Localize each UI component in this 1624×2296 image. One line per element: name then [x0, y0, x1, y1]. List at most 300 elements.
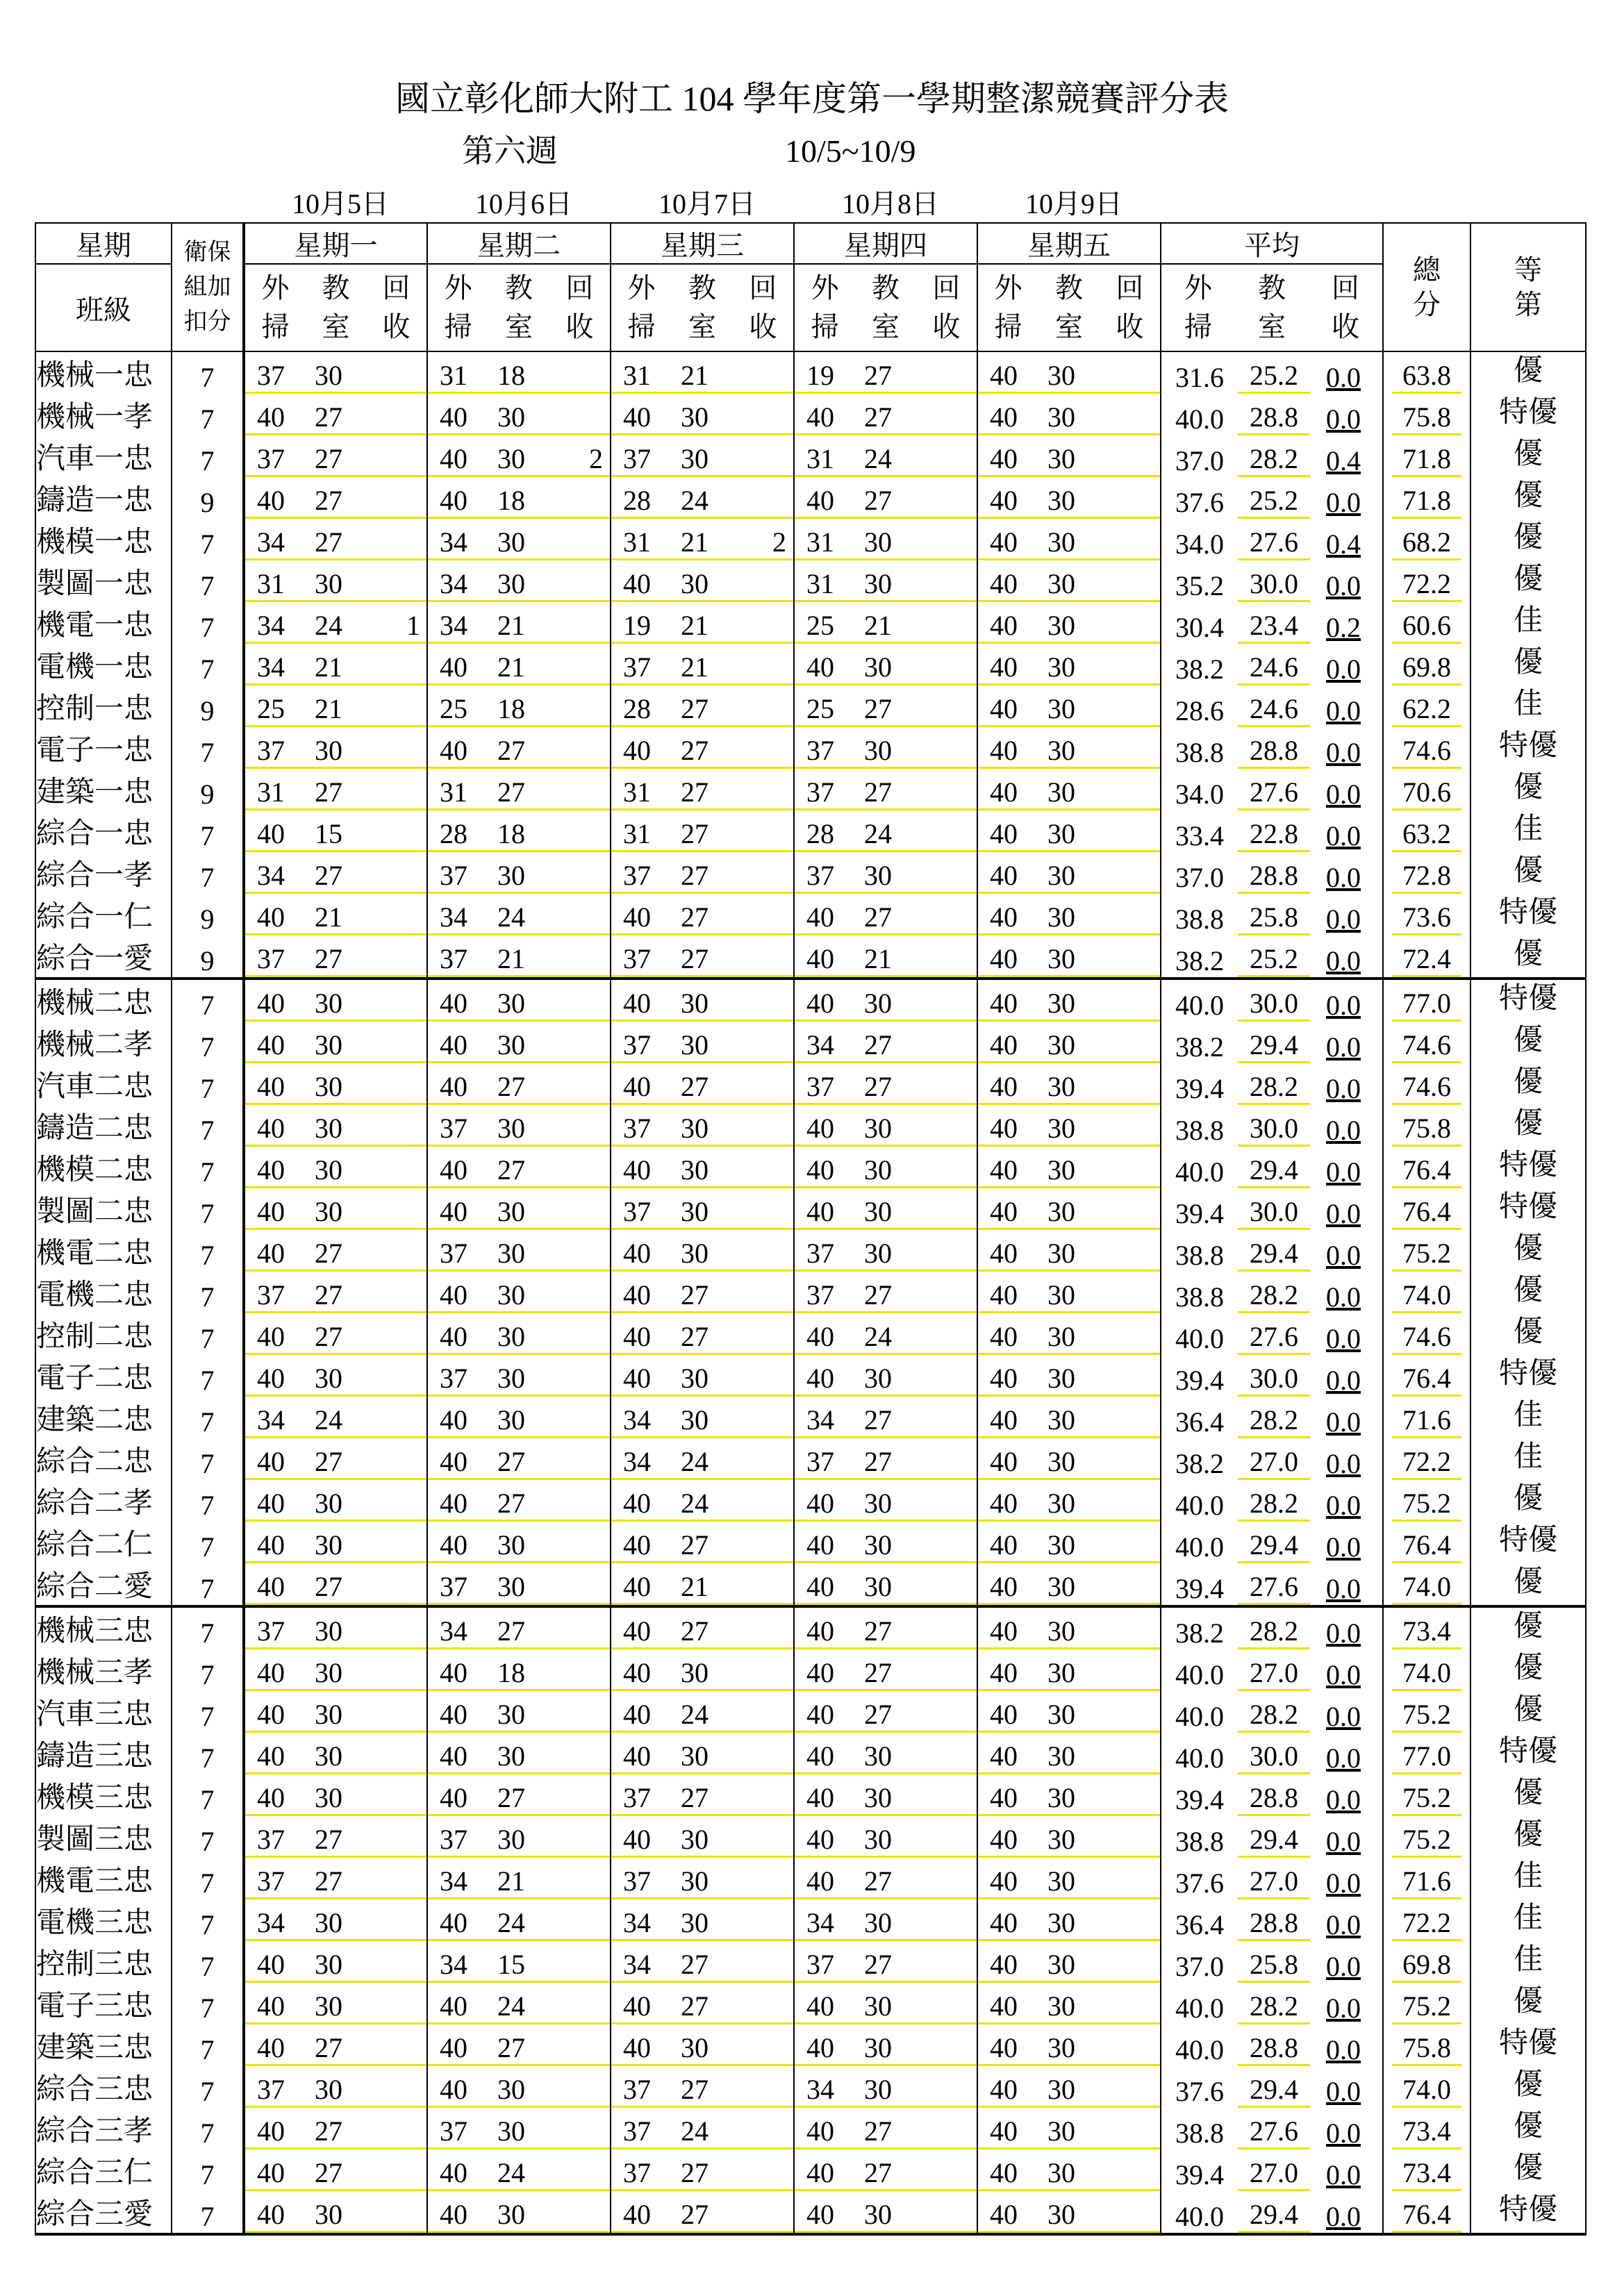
classroom-score: 21: [681, 651, 709, 683]
avg-score: [1161, 394, 1383, 435]
day-score: [427, 1733, 611, 1774]
outdoor-score: 40: [990, 1907, 1018, 1938]
classroom-score: 30: [497, 1363, 525, 1394]
avg-outdoor: 40.0: [1175, 1742, 1224, 1774]
avg-classroom: 30.0: [1238, 567, 1310, 602]
day-score: [427, 1272, 611, 1313]
deduct-score: 7: [172, 1858, 244, 1899]
avg-recycle: 0.0: [1326, 2159, 1361, 2190]
day-score: [977, 769, 1161, 810]
outdoor-score: 40: [806, 1865, 834, 1897]
total-score: 75.2: [1383, 1691, 1470, 1733]
day-score: [427, 1522, 611, 1563]
day-score: [977, 1522, 1161, 1563]
classroom-score: 30: [315, 1949, 342, 1980]
day-score: [794, 1733, 977, 1774]
avg-classroom: 28.2: [1238, 1698, 1310, 1733]
classroom-score: 30: [1047, 2157, 1075, 2188]
day-score: [977, 2066, 1161, 2108]
avg-score: [1161, 810, 1383, 852]
avg-outdoor: 38.2: [1175, 1617, 1224, 1649]
avg-classroom: 28.2: [1238, 1279, 1310, 1313]
day-score: [427, 1147, 611, 1188]
outdoor-score: 34: [623, 1404, 651, 1436]
classroom-score: 30: [315, 1154, 342, 1186]
outdoor-score: 40: [440, 988, 467, 1019]
table-row: [35, 1397, 1586, 1438]
outdoor-score: 40: [990, 988, 1018, 1019]
avg-subheader: 外 掃 教 室 回 收: [1161, 264, 1383, 351]
avg-outdoor: 40.0: [1175, 1323, 1224, 1354]
outdoor-score: 40: [990, 1238, 1018, 1269]
avg-score: [1161, 1438, 1383, 1480]
classroom-score: 27: [864, 901, 892, 933]
avg-score: [1161, 1899, 1383, 1941]
table-row: [35, 602, 1586, 644]
outdoor-score: 37: [623, 1865, 651, 1897]
day-score: [244, 685, 427, 727]
avg-score: [1161, 519, 1383, 560]
day-score: [611, 644, 794, 685]
total-score: 74.0: [1383, 1649, 1470, 1691]
class-name: 汽車一忠: [35, 435, 172, 477]
rank: 優: [1470, 1063, 1586, 1105]
outdoor-score: 28: [806, 818, 834, 849]
class-name: 製圖三忠: [35, 1816, 172, 1858]
rank: 特優: [1470, 2024, 1586, 2066]
classroom-score: 30: [864, 1113, 892, 1144]
day-score: [611, 1691, 794, 1733]
outdoor-score: 37: [440, 2115, 467, 2147]
avg-recycle: 0.0: [1326, 737, 1361, 768]
classroom-score: 27: [864, 1029, 892, 1060]
classroom-score: 27: [681, 1321, 709, 1352]
classroom-score: 30: [315, 1782, 342, 1813]
deduct-score: 7: [172, 1563, 244, 1606]
rank: 優: [1470, 1649, 1586, 1691]
day-score: [611, 602, 794, 644]
outdoor-score: 31: [257, 776, 285, 808]
outdoor-score: 40: [990, 943, 1018, 974]
date-range: 10/5~10/9: [785, 133, 916, 169]
outdoor-score: 37: [806, 1071, 834, 1102]
day-score: [427, 1563, 611, 1606]
day-score: [977, 477, 1161, 519]
day-score: [427, 2108, 611, 2149]
table-row: [35, 727, 1586, 769]
deduct-score: 7: [172, 2149, 244, 2191]
classroom-score: 30: [1047, 1363, 1075, 1394]
rank: 優: [1470, 560, 1586, 602]
classroom-score: 30: [315, 1196, 342, 1227]
total-score: 71.8: [1383, 435, 1470, 477]
table-row: [35, 2191, 1586, 2234]
total-score: 71.6: [1383, 1397, 1470, 1438]
classroom-score: 30: [497, 860, 525, 891]
outdoor-score: 40: [623, 1279, 651, 1311]
table-row: [35, 852, 1586, 894]
rank: 佳: [1470, 1899, 1586, 1941]
classroom-score: 27: [315, 2032, 342, 2063]
table-body: [35, 351, 1586, 2234]
outdoor-score: 40: [806, 1615, 834, 1647]
outdoor-score: 40: [257, 1571, 285, 1602]
outdoor-score: 34: [806, 1404, 834, 1436]
outdoor-score: 40: [257, 1990, 285, 2022]
classroom-score: 30: [681, 1865, 709, 1897]
table-row: [35, 1188, 1586, 1230]
classroom-score: 27: [315, 1824, 342, 1855]
page-title: 國立彰化師大附工 104 學年度第一學期整潔競賽評分表: [395, 79, 1229, 118]
avg-outdoor: 38.2: [1175, 1448, 1224, 1479]
classroom-score: 21: [315, 651, 342, 683]
day-score: [977, 1899, 1161, 1941]
rank: 特優: [1470, 394, 1586, 435]
day-score: [427, 1188, 611, 1230]
classroom-score: 30: [864, 860, 892, 891]
class-name: 綜合一愛: [35, 935, 172, 979]
deduct-score: 9: [172, 935, 244, 979]
avg-classroom: 28.8: [1238, 859, 1310, 894]
table-row: [35, 1858, 1586, 1899]
avg-recycle: 0.4: [1326, 445, 1361, 476]
day-score: [977, 1313, 1161, 1355]
day-score: [794, 2191, 977, 2234]
table-row: [35, 1105, 1586, 1147]
day-score: [244, 560, 427, 602]
outdoor-score: 40: [806, 1740, 834, 1772]
table-row: [35, 1816, 1586, 1858]
avg-recycle: 0.0: [1326, 1909, 1361, 1940]
day-score: [794, 1022, 977, 1063]
rank: 佳: [1470, 1858, 1586, 1899]
avg-recycle: 0.0: [1326, 1617, 1361, 1649]
table-row: [35, 1480, 1586, 1522]
day-score: [244, 1022, 427, 1063]
outdoor-score: 37: [806, 776, 834, 808]
avg-recycle: 0.0: [1326, 570, 1361, 601]
classroom-score: 30: [497, 1196, 525, 1227]
avg-outdoor: 37.6: [1175, 1867, 1224, 1899]
classroom-score: 27: [497, 1782, 525, 1813]
total-score: 75.2: [1383, 1983, 1470, 2024]
classroom-score: 30: [497, 988, 525, 1019]
outdoor-score: 40: [440, 1154, 467, 1186]
avg-score: [1161, 1691, 1383, 1733]
avg-outdoor: 39.4: [1175, 2159, 1224, 2190]
day-score: [427, 1606, 611, 1649]
outdoor-score: 34: [440, 568, 467, 599]
outdoor-score: 40: [806, 1529, 834, 1561]
total-score: 75.8: [1383, 394, 1470, 435]
outdoor-score: 40: [257, 1196, 285, 1227]
day-subheader: 外 掃 教 室 回 收: [244, 264, 427, 351]
classroom-score: 27: [497, 1154, 525, 1186]
classroom-score: 21: [315, 693, 342, 724]
classroom-score: 27: [864, 401, 892, 433]
day-score: [427, 1438, 611, 1480]
outdoor-score: 40: [623, 1488, 651, 1519]
date-row: [0, 182, 1624, 218]
day-score: [611, 435, 794, 477]
classroom-score: 30: [1047, 693, 1075, 724]
classroom-score: 18: [497, 485, 525, 516]
deduct-score: 7: [172, 1816, 244, 1858]
classroom-score: 30: [681, 1113, 709, 1144]
classroom-score: 30: [864, 1571, 892, 1602]
outdoor-score: 37: [623, 1113, 651, 1144]
outdoor-score: 40: [990, 2032, 1018, 2063]
day-score: [794, 1858, 977, 1899]
avg-classroom: 25.2: [1238, 359, 1310, 394]
classroom-score: 30: [681, 1363, 709, 1394]
classroom-score: 30: [864, 526, 892, 558]
outdoor-score: 40: [990, 1029, 1018, 1060]
outdoor-score: 37: [257, 360, 285, 391]
avg-recycle: 0.0: [1326, 1531, 1361, 1563]
classroom-score: 24: [497, 1990, 525, 2022]
classroom-score: 27: [315, 1321, 342, 1352]
day-score: [244, 810, 427, 852]
classroom-score: 30: [681, 1154, 709, 1186]
day-score: [977, 1774, 1161, 1816]
deduct-score: 7: [172, 1105, 244, 1147]
classroom-score: 30: [1047, 1657, 1075, 1688]
class-name: 建築一忠: [35, 769, 172, 810]
day-score: [244, 394, 427, 435]
outdoor-score: 40: [990, 1488, 1018, 1519]
classroom-score: 27: [681, 1949, 709, 1980]
avg-header: 平均: [1161, 223, 1383, 264]
weekday-header: 星期: [35, 223, 172, 264]
day-score: [427, 1899, 611, 1941]
outdoor-score: 40: [806, 943, 834, 974]
rank: 特優: [1470, 2191, 1586, 2234]
classroom-score: 30: [864, 568, 892, 599]
avg-outdoor: 39.4: [1175, 1073, 1224, 1104]
class-name: 汽車三忠: [35, 1691, 172, 1733]
classroom-score: 27: [497, 735, 525, 766]
avg-outdoor: 35.2: [1175, 570, 1224, 601]
rank: 優: [1470, 852, 1586, 894]
outdoor-score: 40: [990, 901, 1018, 933]
day-score: [794, 1313, 977, 1355]
classroom-score: 30: [315, 1699, 342, 1730]
total-score: 73.4: [1383, 2149, 1470, 2191]
day-score: [427, 1355, 611, 1397]
outdoor-score: 40: [257, 988, 285, 1019]
classroom-score: 27: [864, 1404, 892, 1436]
avg-classroom: 30.0: [1238, 1112, 1310, 1147]
day-score: [794, 2066, 977, 2108]
outdoor-score: 40: [440, 1990, 467, 2022]
outdoor-score: 40: [806, 1321, 834, 1352]
outdoor-score: 31: [440, 360, 467, 391]
outdoor-score: 40: [990, 2199, 1018, 2230]
outdoor-score: 40: [806, 1196, 834, 1227]
avg-score: [1161, 477, 1383, 519]
day-score: [977, 644, 1161, 685]
classroom-score: 30: [681, 1824, 709, 1855]
avg-recycle: 0.0: [1326, 1742, 1361, 1774]
table-row: [35, 1230, 1586, 1272]
day-score: [611, 1649, 794, 1691]
avg-classroom: 25.8: [1238, 901, 1310, 935]
avg-classroom: 25.2: [1238, 484, 1310, 519]
outdoor-score: 37: [623, 2115, 651, 2147]
classroom-score: 30: [1047, 1154, 1075, 1186]
table-row: [35, 1563, 1586, 1606]
classroom-score: 30: [315, 1907, 342, 1938]
avg-score: [1161, 1649, 1383, 1691]
day-score: [977, 435, 1161, 477]
avg-outdoor: 38.8: [1175, 904, 1224, 935]
day-score: [794, 2149, 977, 2191]
total-score: 72.2: [1383, 560, 1470, 602]
outdoor-score: 40: [623, 1321, 651, 1352]
classroom-score: 30: [1047, 2115, 1075, 2147]
class-name: 綜合一忠: [35, 810, 172, 852]
outdoor-score: 37: [806, 860, 834, 891]
classroom-score: 30: [1047, 1782, 1075, 1813]
day-score: [611, 1774, 794, 1816]
outdoor-score: 40: [990, 568, 1018, 599]
deduct-score: 9: [172, 769, 244, 810]
outdoor-score: 40: [440, 401, 467, 433]
deduct-score: 7: [172, 1733, 244, 1774]
classroom-score: 30: [1047, 443, 1075, 474]
classroom-score: 27: [315, 401, 342, 433]
outdoor-score: 40: [623, 1990, 651, 2022]
class-name: 綜合三忠: [35, 2066, 172, 2108]
classroom-score: 30: [681, 1657, 709, 1688]
avg-recycle: 0.0: [1326, 1365, 1361, 1396]
classroom-score: 27: [681, 1071, 709, 1102]
avg-recycle: 0.0: [1326, 2076, 1361, 2107]
day-score: [427, 810, 611, 852]
classroom-score: 30: [1047, 988, 1075, 1019]
class-name: 機模二忠: [35, 1147, 172, 1188]
outdoor-score: 40: [623, 2199, 651, 2230]
classroom-score: 27: [864, 1446, 892, 1477]
classroom-score: 27: [864, 1657, 892, 1688]
class-name: 電子二忠: [35, 1355, 172, 1397]
rank: 優: [1470, 1691, 1586, 1733]
classroom-score: 21: [681, 526, 709, 558]
avg-score: [1161, 2108, 1383, 2149]
total-score: 74.0: [1383, 1272, 1470, 1313]
classroom-score: 30: [1047, 1321, 1075, 1352]
classroom-score: 30: [1047, 1740, 1075, 1772]
outdoor-score: 31: [440, 776, 467, 808]
outdoor-score: 37: [806, 1238, 834, 1269]
day-score: [427, 1063, 611, 1105]
day-score: [611, 852, 794, 894]
total-score: 77.0: [1383, 979, 1470, 1022]
outdoor-score: 40: [257, 818, 285, 849]
day-score: [244, 935, 427, 979]
outdoor-score: 40: [990, 1699, 1018, 1730]
classroom-score: 30: [497, 1404, 525, 1436]
week-label: 第六週: [462, 133, 558, 169]
day-score: [794, 979, 977, 1022]
outdoor-score: 40: [440, 651, 467, 683]
classroom-score: 15: [315, 818, 342, 849]
classroom-score: 30: [864, 2032, 892, 2063]
classroom-score: 30: [1047, 1699, 1075, 1730]
outdoor-score: 40: [806, 2115, 834, 2147]
table-row: [35, 1022, 1586, 1063]
total-score: 73.4: [1383, 2108, 1470, 2149]
table-row: [35, 979, 1586, 1022]
outdoor-score: 40: [990, 776, 1018, 808]
outdoor-score: 40: [990, 1615, 1018, 1647]
avg-recycle: 0.0: [1326, 1659, 1361, 1690]
classroom-score: 30: [1047, 485, 1075, 516]
avg-outdoor: 38.8: [1175, 1281, 1224, 1313]
day-score: [611, 1522, 794, 1563]
avg-classroom: 25.2: [1238, 942, 1310, 977]
day-score: [977, 394, 1161, 435]
outdoor-score: 40: [440, 2032, 467, 2063]
day-score: [611, 1147, 794, 1188]
classroom-score: 30: [1047, 360, 1075, 391]
outdoor-score: 28: [623, 485, 651, 516]
classroom-score: 24: [864, 443, 892, 474]
day-score: [611, 935, 794, 979]
avg-recycle: 0.0: [1326, 2118, 1361, 2149]
day-subheader: 外 掃 教 室 回 收: [977, 264, 1161, 351]
classroom-score: 30: [497, 1113, 525, 1144]
avg-outdoor: 39.4: [1175, 1784, 1224, 1815]
outdoor-score: 40: [990, 1824, 1018, 1855]
total-header: 總 分: [1383, 223, 1470, 351]
outdoor-score: 40: [257, 1740, 285, 1772]
day-score: [611, 2108, 794, 2149]
deduct-score: 7: [172, 1022, 244, 1063]
rank: 佳: [1470, 810, 1586, 852]
avg-score: [1161, 1858, 1383, 1899]
day-score: [611, 1188, 794, 1230]
outdoor-score: 31: [623, 526, 651, 558]
class-name: 機模一忠: [35, 519, 172, 560]
deduct-score: 7: [172, 2024, 244, 2066]
outdoor-score: 40: [990, 1363, 1018, 1394]
classroom-score: 30: [1047, 2032, 1075, 2063]
outdoor-score: 37: [623, 2157, 651, 2188]
total-score: 75.2: [1383, 1816, 1470, 1858]
rank: 特優: [1470, 894, 1586, 935]
day-score: [794, 477, 977, 519]
outdoor-score: 34: [806, 1907, 834, 1938]
classroom-score: 30: [315, 1029, 342, 1060]
day-score: [427, 602, 611, 644]
total-score: 71.6: [1383, 1858, 1470, 1899]
avg-outdoor: 38.8: [1175, 1240, 1224, 1271]
outdoor-score: 37: [257, 1615, 285, 1647]
outdoor-score: 40: [257, 1949, 285, 1980]
outdoor-score: 25: [257, 693, 285, 724]
classroom-score: 30: [1047, 776, 1075, 808]
deduct-score: 7: [172, 1230, 244, 1272]
rank: 特優: [1470, 1188, 1586, 1230]
outdoor-score: 40: [990, 860, 1018, 891]
classroom-score: 30: [681, 443, 709, 474]
outdoor-score: 19: [623, 610, 651, 641]
deduct-score: 7: [172, 1691, 244, 1733]
day-score: [244, 1063, 427, 1105]
day-score: [977, 1397, 1161, 1438]
